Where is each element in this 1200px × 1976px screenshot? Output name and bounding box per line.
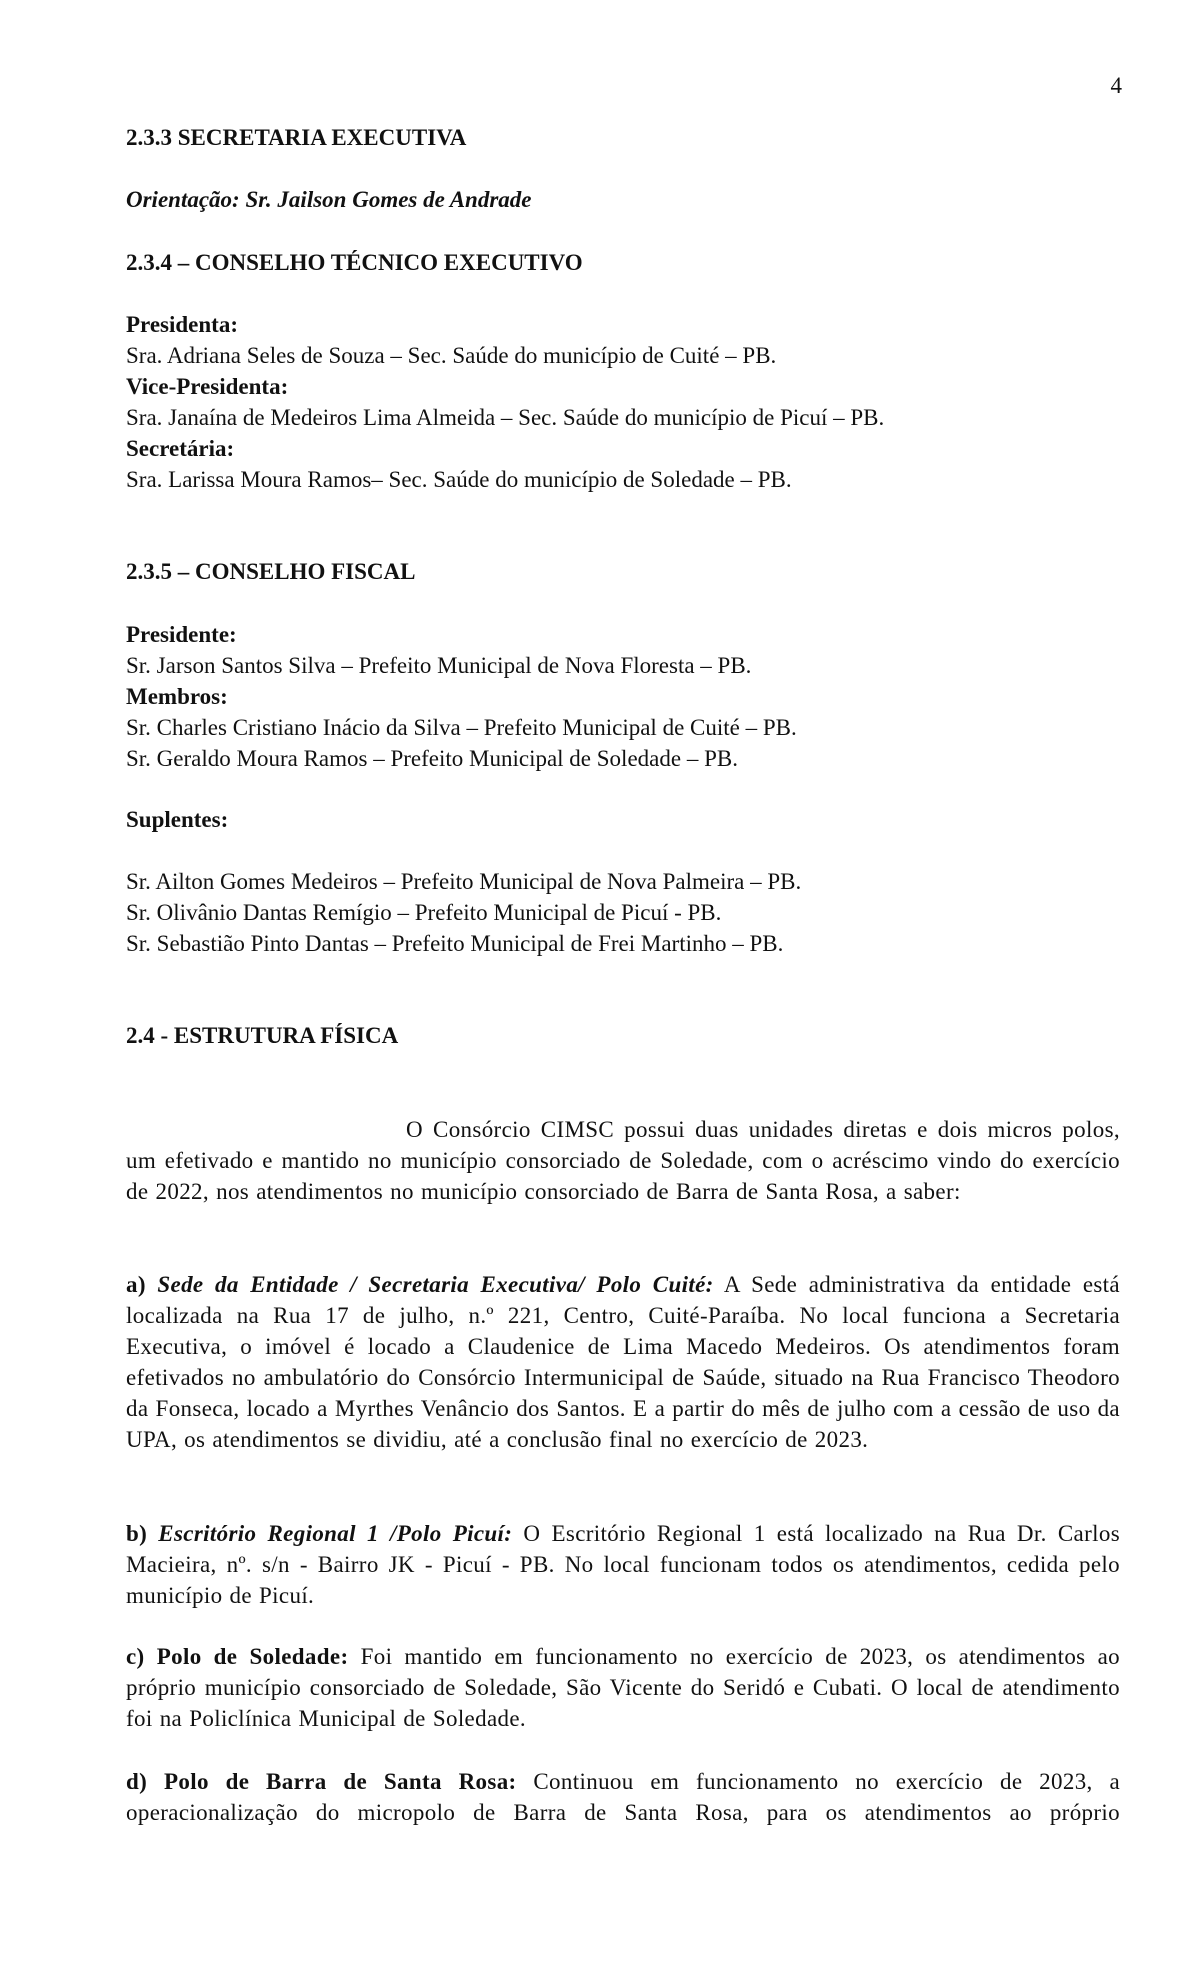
section-heading-2-3-4: 2.3.4 – CONSELHO TÉCNICO EXECUTIVO [126, 250, 583, 275]
member-line: Sr. Charles Cristiano Inácio da Silva – Prefeito Municipal de Cuité – PB. [126, 715, 797, 740]
substitute-line: Sr. Ailton Gomes Medeiros – Prefeito Municipal de Nova Palmeira – PB. [126, 869, 802, 894]
role-label: Presidenta: [126, 312, 239, 337]
section-heading-2-3-3: 2.3.3 SECRETARIA EXECUTIVA [126, 125, 467, 150]
item-letter: c) [126, 1644, 145, 1669]
technical-council-list [126, 309, 1120, 495]
role-label: Membros: [126, 684, 228, 709]
section-heading-2-4: 2.4 - ESTRUTURA FÍSICA [126, 1023, 399, 1048]
fiscal-council-list [126, 619, 1120, 774]
item-letter: b) [126, 1521, 148, 1546]
substitute-line: Sr. Olivânio Dantas Remígio – Prefeito Municipal de Picuí - PB. [126, 900, 722, 925]
item-text: Foi mantido em funcionamento no exercício de 2023, os atendimentos ao próprio município consorciado de Soledade, São Vicente do Seridó e Cubati. O local de atendimento foi na Policlínica Municipal de Soledade. [126, 1644, 1120, 1731]
item-title: Polo de Barra de Santa Rosa: [163, 1769, 517, 1794]
substitutes-label: Suplentes: [126, 807, 229, 832]
role-label: Presidente: [126, 622, 237, 647]
section-heading-2-3-5: 2.3.5 – CONSELHO FISCAL [126, 559, 416, 584]
orientation-line: Orientação: Sr. Jailson Gomes de Andrade [126, 187, 532, 212]
item-paragraph-c [126, 1641, 1120, 1734]
member-line: Sr. Geraldo Moura Ramos – Prefeito Municipal de Soledade – PB. [126, 746, 738, 771]
item-title: Sede da Entidade / Secretaria Executiva/ Polo Cuité: [157, 1272, 714, 1297]
item-text: O Escritório Regional 1 está localizado na Rua Dr. Carlos Macieira, nº. s/n - Bairro JK - Picuí - PB. No local funcionam todos os atendimentos, cedida pelo município de Picuí. [126, 1521, 1120, 1608]
member-line: Sra. Janaína de Medeiros Lima Almeida – Sec. Saúde do município de Picuí – PB. [126, 405, 885, 430]
item-text: Continuou em funcionamento no exercício de 2023, a operacionalização do micropolo de Barra de Santa Rosa, para os atendimentos ao próprio [126, 1769, 1120, 1825]
substitutes-list [126, 866, 1120, 959]
role-label: Secretária: [126, 436, 235, 461]
role-label: Vice-Presidenta: [126, 374, 289, 399]
item-title: Polo de Soledade: [156, 1644, 349, 1669]
member-line: Sra. Larissa Moura Ramos– Sec. Saúde do município de Soledade – PB. [126, 467, 792, 492]
item-paragraph-b [126, 1518, 1120, 1611]
item-paragraph-d [126, 1766, 1120, 1828]
item-paragraph-a [126, 1269, 1120, 1455]
page-number: 4 [1110, 73, 1122, 98]
item-letter: d) [126, 1769, 148, 1794]
item-letter: a) [126, 1272, 146, 1297]
item-title: Escritório Regional 1 /Polo Picuí: [158, 1521, 513, 1546]
member-line: Sr. Jarson Santos Silva – Prefeito Municipal de Nova Floresta – PB. [126, 653, 752, 678]
item-text: A Sede administrativa da entidade está localizada na Rua 17 de julho, n.º 221, Centro, Cuité-Paraíba. No local funciona a Secretaria Executiva, o imóvel é locado a Claudenice de Lima Macedo Medeiros. Os atendimentos foram efetivados no ambulatório do Consórcio Intermunicipal de Saúde, situado na Rua Francisco Theodoro da Fonseca, locado a Myrthes Venâncio dos Santos. E a partir do mês de julho com a cessão de uso da UPA, os atendimentos se dividiu, até a conclusão final no exercício de 2023. [126, 1272, 1120, 1452]
intro-paragraph: O Consórcio CIMSC possui duas unidades diretas e dois micros polos, um efetivado e mantido no município consorciado de Soledade, com o acréscimo vindo do exercício de 2022, nos atendimentos no município consorciado de Barra de Santa Rosa, a saber: [126, 1117, 1120, 1204]
substitute-line: Sr. Sebastião Pinto Dantas – Prefeito Municipal de Frei Martinho – PB. [126, 931, 784, 956]
member-line: Sra. Adriana Seles de Souza – Sec. Saúde do município de Cuité – PB. [126, 343, 777, 368]
